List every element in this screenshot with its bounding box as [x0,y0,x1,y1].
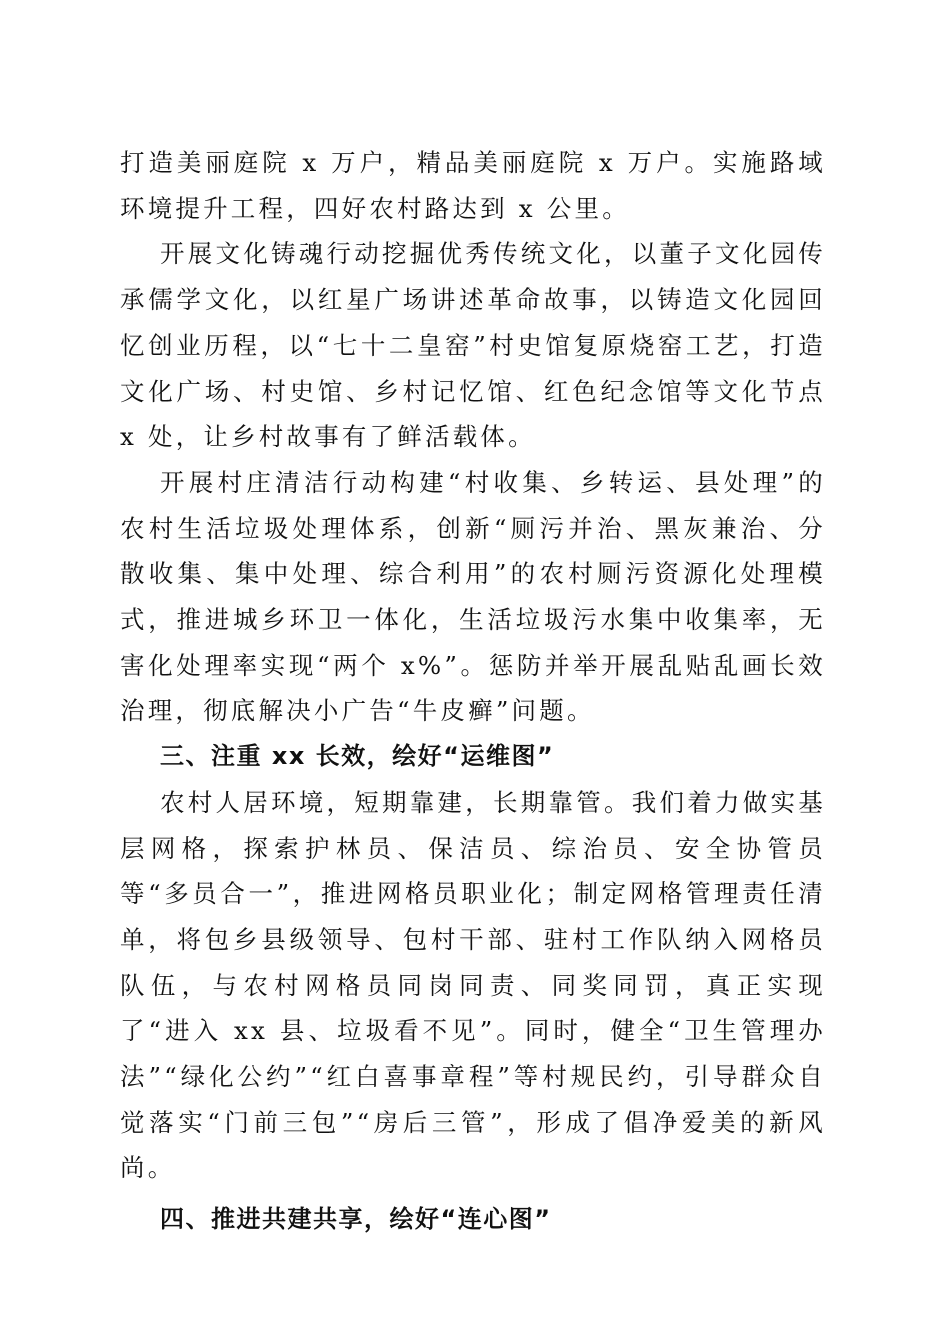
paragraph-continuation: 打造美丽庭院 x 万户，精品美丽庭院 x 万户。实施路域环境提升工程，四好农村路达到 x 公里。 [120,148,826,223]
document-body [120,140,826,1243]
section-heading-4: 四、推进共建共享，绘好“连心图” [160,1205,552,1234]
paragraph-culture: 开展文化铸魂行动挖掘优秀传统文化，以董子文化园传承儒学文化，以红星广场讲述革命故事，以铸造文化园回忆创业历程，以“七十二皇窑”村史馆复原烧窑工艺，打造文化广场、村史馆、乡村记忆馆、红色纪念馆等文化节点 x 处，让乡村故事有了鲜活载体。 [120,239,826,452]
section-heading-3: 三、注重 xx 长效，绘好“运维图” [160,742,555,771]
paragraph-maintenance: 农村人居环境，短期靠建，长期靠管。我们着力做实基层网格，探索护林员、保洁员、综治员、安全协管员等“多员合一”，推进网格员职业化；制定网格管理责任清单，将包乡县级领导、包村干部、驻村工作队纳入网格员队伍，与农村网格员同岗同责、同奖同罚，真正实现了“进入 xx 县、垃圾看不见”。同时，健全“卫生管理办法”“绿化公约”“红白喜事章程”等村规民约，引导群众自觉落实“门前三包”“房后三管”，形成了倡净爱美的新风尚。 [120,787,826,1183]
paragraph-cleaning: 开展村庄清洁行动构建“村收集、乡转运、县处理”的农村生活垃圾处理体系，创新“厕污并治、黑灰兼治、分散收集、集中处理、综合利用”的农村厕污资源化处理模式，推进城乡环卫一体化，生活垃圾污水集中收集率，无害化处理率实现“两个 x%”。惩防并举开展乱贴乱画长效治理，彻底解决小广告“牛皮癣”问题。 [120,467,826,726]
